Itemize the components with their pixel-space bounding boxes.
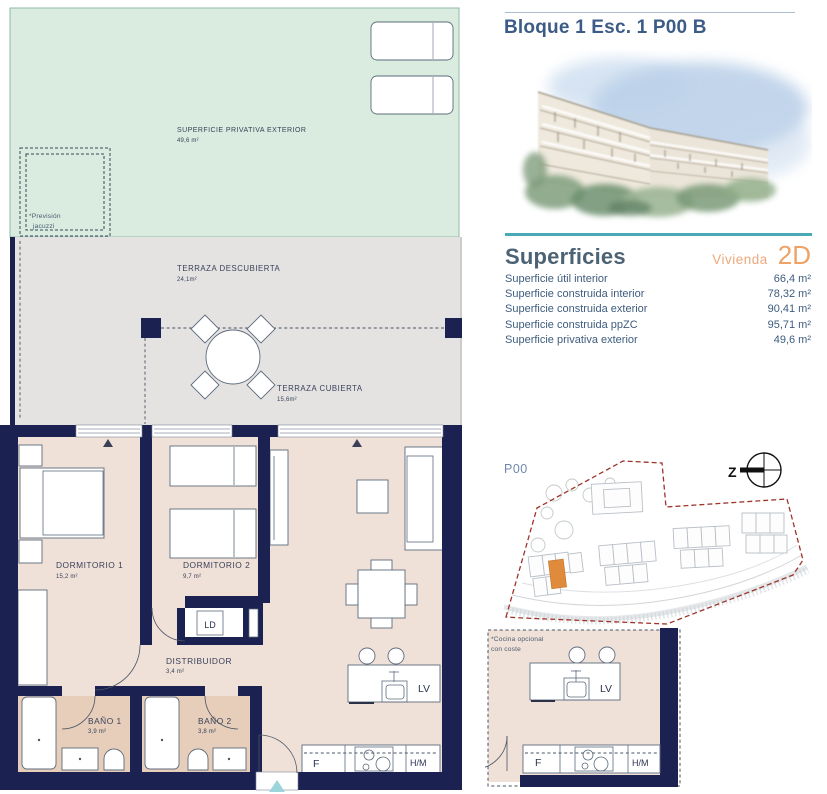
svg-text:24,1m²: 24,1m²: [177, 277, 197, 283]
kitchen-counter-icon: [523, 745, 660, 773]
wardrobe-icon: [18, 590, 47, 685]
kitchen-counter-icon: [302, 745, 440, 773]
compass-letter: Z: [728, 464, 737, 480]
table-row: [505, 272, 811, 287]
bathtub-icon: [22, 697, 56, 769]
dormitorio1-label: DORMITORIO 1: [56, 560, 124, 570]
sun-lounger-icon: [371, 22, 453, 60]
room-terraza: [10, 237, 462, 425]
title-rule: [505, 12, 795, 13]
superficies-table: [505, 272, 811, 348]
jacuzzi-note: *Previsión: [29, 213, 61, 220]
row-label: Superficie construida ppZC: [505, 318, 638, 331]
single-bed-icon: [170, 509, 256, 558]
superficies-header: [505, 240, 811, 271]
building-rendering: [500, 50, 812, 236]
dishwasher-label: LV: [600, 683, 613, 695]
table-row: [505, 302, 811, 317]
floor-level-label: P00: [504, 462, 528, 476]
row-value: 95,71 m²: [767, 318, 811, 331]
stool-icon: [388, 648, 404, 664]
svg-text:15,6m²: 15,6m²: [277, 397, 297, 403]
bano1-label: BAÑO 1: [88, 716, 122, 726]
sun-lounger-icon: [371, 76, 453, 114]
row-value: 66,4 m²: [773, 273, 811, 285]
washer-label: LD: [204, 620, 216, 630]
svg-text:con coste: con coste: [491, 646, 522, 653]
row-label: Superficie privativa exterior: [505, 333, 638, 346]
row-label: Superficie construida exterior: [505, 303, 648, 316]
table-row: [505, 333, 811, 348]
dishwasher-label: LV: [418, 683, 431, 695]
row-value: 49,6 m²: [773, 333, 811, 346]
bano2-label: BAÑO 2: [198, 716, 232, 726]
superficie-privativa-label: SUPERFICIE PRIVATIVA EXTERIOR: [177, 127, 307, 134]
bathtub-icon: [145, 697, 179, 769]
stool-icon: [569, 647, 585, 663]
pillar: [141, 318, 161, 338]
stool-icon: [599, 647, 615, 663]
stool-icon: [359, 648, 375, 664]
window-icon: [278, 425, 443, 437]
terraza-cubierta-label: TERRAZA CUBIERTA: [277, 384, 363, 393]
svg-text:jacuzzi: jacuzzi: [33, 223, 55, 230]
room-superficie-privativa: [10, 8, 459, 237]
svg-text:9,7 m²: 9,7 m²: [183, 574, 202, 580]
table-row: [505, 287, 811, 302]
highlighted-unit: [548, 559, 566, 589]
window-icon: [152, 425, 232, 437]
nightstand-icon: [19, 445, 42, 466]
svg-text:3,9 m²: 3,9 m²: [88, 729, 107, 735]
room-dormitorio2: [170, 446, 256, 580]
toilet-icon: [104, 749, 124, 770]
terraza-descubierta-label: TERRAZA DESCUBIERTA: [177, 264, 281, 273]
vivienda-label: Vivienda: [712, 252, 768, 267]
page-title: Bloque 1 Esc. 1 P00 B: [504, 17, 707, 38]
oven-label: H/M: [632, 758, 649, 768]
row-label: Superficie construida interior: [505, 288, 645, 301]
nightstand-icon: [19, 540, 42, 563]
superficie-privativa-area: 49,6 m²: [177, 138, 199, 144]
double-bed-icon: [20, 468, 104, 538]
north-compass-icon: [726, 450, 788, 492]
optional-kitchen-detail: [485, 626, 685, 794]
table-row: [505, 318, 811, 333]
svg-text:3,4 m²: 3,4 m²: [166, 669, 185, 675]
single-bed-icon: [170, 446, 256, 486]
row-label: Superficie útil interior: [505, 273, 608, 285]
optional-kitchen-note: *Cocina opcional: [491, 636, 544, 643]
wardrobe-icon: [270, 450, 288, 545]
window-icon: [76, 425, 142, 437]
fridge-label: F: [313, 758, 320, 770]
svg-text:3,8 m²: 3,8 m²: [198, 729, 217, 735]
oven-label: H/M: [410, 758, 427, 768]
coffee-table-icon: [357, 480, 388, 513]
toilet-icon: [188, 749, 208, 770]
svg-text:15,2 m²: 15,2 m²: [56, 574, 78, 580]
section-divider: [505, 233, 812, 236]
superficies-heading: Superficies: [505, 244, 626, 269]
sofa-icon: [405, 447, 448, 550]
row-value: 78,32 m²: [767, 288, 811, 301]
fridge-label: F: [535, 757, 542, 769]
row-value: 90,41 m²: [767, 303, 811, 316]
pillar: [445, 318, 462, 338]
distribuidor-label: DISTRIBUIDOR: [166, 656, 233, 666]
unit-type-label: 2D: [777, 240, 811, 270]
dormitorio2-label: DORMITORIO 2: [183, 560, 251, 570]
